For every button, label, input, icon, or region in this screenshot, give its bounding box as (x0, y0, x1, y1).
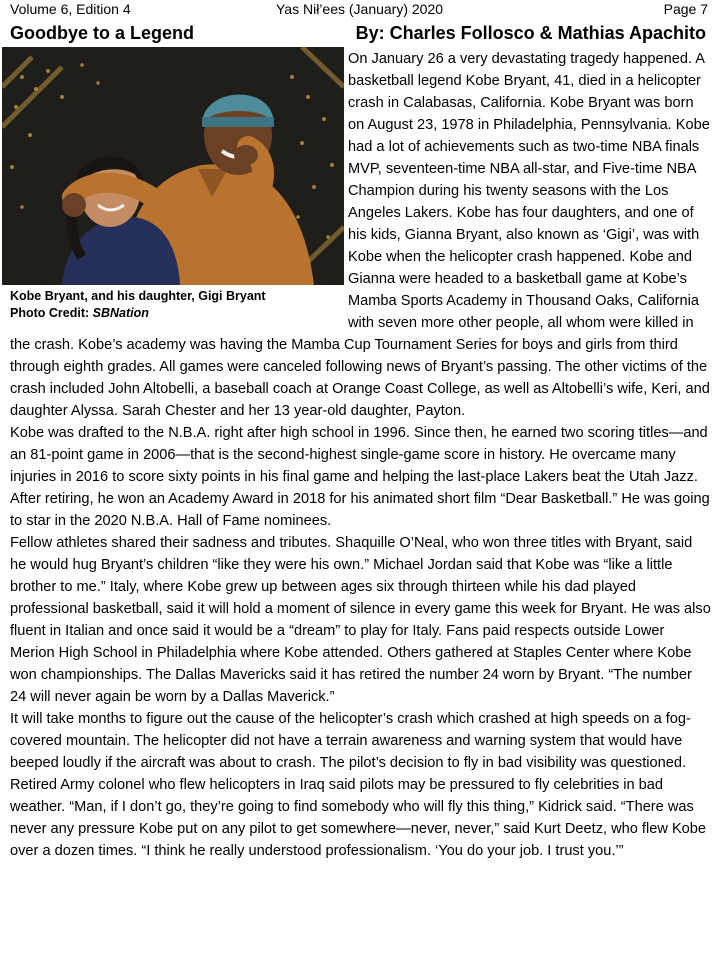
byline: By: Charles Follosco & Mathias Apachito (355, 23, 706, 43)
caption-text: Kobe Bryant, and his daughter, Gigi Bryant (10, 289, 266, 303)
paragraph-3: Fellow athletes shared their sadness and tributes. Shaquille O’Neal, who won three titles with Bryant, said he would hug Bryant’s children “like they were his own.” Michael Jordan said that Kobe was “like a little brother to me.” Italy, where Kobe grew up between ages six through thirteen while his dad played professional basketball, said it will hold a moment of silence in every game this week for Bryant. He was also fluent in Italian and once said it would be a “dream” to play for Italy. Fans paid respects outside Lower Merion High School in Philadelphia where Kobe attended. Others gathered at Staples Center where Kobe won championships. The Dallas Mavericks said it has retired the number 24 worn by Bryant. “The number 24 will never again be worn by a Dallas Maverick.” (10, 535, 711, 705)
credit-source: SBNation (92, 306, 149, 320)
page-header (0, 0, 720, 22)
paragraph-1: On January 26 a very devastating tragedy happened. A basketball legend Kobe Bryant, 41, died in a helicopter crash in Calabasas, California. Kobe Bryant was born on August 23, 1978 in Philadelphia, Pennsylvania. Kobe had a lot of achievements such as two-time NBA finals MVP, seventeen-time NBA all-star, and Five-time NBA Champion during his twenty seasons with the Los Angeles Lakers. Kobe has four daughters, and one of his kids, Gianna Bryant, also known as ‘Gigi’, was with Kobe when the helicopter crash happened. Kobe and Gianna were headed to a basketball game at Kobe’s Mamba Sports Academy in Thousand Oaks, California with seven more other people, all whom were killed in the crash. Kobe’s academy was having the Mamba Cup Tournament Series for boys and girls from third through eighth grades. All games were canceled following news of Bryant’s passing. The other victims of the crash included John Altobelli, a baseball coach at Orange Coast College, as well as Altobelli’s wife, Keri, and daughter Alyssa. Sarah Chester and her 13 year-old daughter, Payton. (10, 51, 710, 419)
paragraph-2: Kobe was drafted to the N.B.A. right after high school in 1996. Since then, he earned two scoring titles—and an 81-point game in 2006—that is the second-highest single-game score in history. He overcame many injuries in 2016 to score sixty points in his final game and helping the last-place Lakers beat the Utah Jazz. After retiring, he won an Academy Award in 2018 for his animated short film “Dear Basketball.” He was going to star in the 2020 N.B.A. Hall of Fame nominees. (10, 425, 710, 529)
page-number: Page 7 (663, 1, 708, 17)
photo-float-spacer (10, 48, 348, 316)
credit-label: Photo Credit: (10, 306, 93, 320)
volume-edition: Volume 6, Edition 4 (10, 1, 131, 17)
paragraph-4: It will take months to figure out the cause of the helicopter’s crash which crashed at high speeds on a fog-covered mountain. The helicopter did not have a terrain awareness and warning system that would have beeped loudly if the aircraft was about to crash. The pilot’s decision to fly in bad visibility was questioned. Retired Army colonel who flew helicopters in Iraq said pilots may be pressured to fly celebrities in bad weather. “Man, if I don’t go, they’re going to find somebody who will fly this thing,” Kidrick said. “There was never any pressure Kobe put on any pilot to get somewhere—never, never,” said Kurt Deetz, who flew Kobe over a dozen times. “I think he really understood professionalism. ‘You do your job. I trust you.’” (10, 711, 707, 859)
article-title-row (0, 23, 720, 47)
article-body (10, 48, 712, 862)
publication-title: Yas Nił’ees (January) 2020 (276, 1, 444, 17)
headline: Goodbye to a Legend (10, 23, 195, 43)
